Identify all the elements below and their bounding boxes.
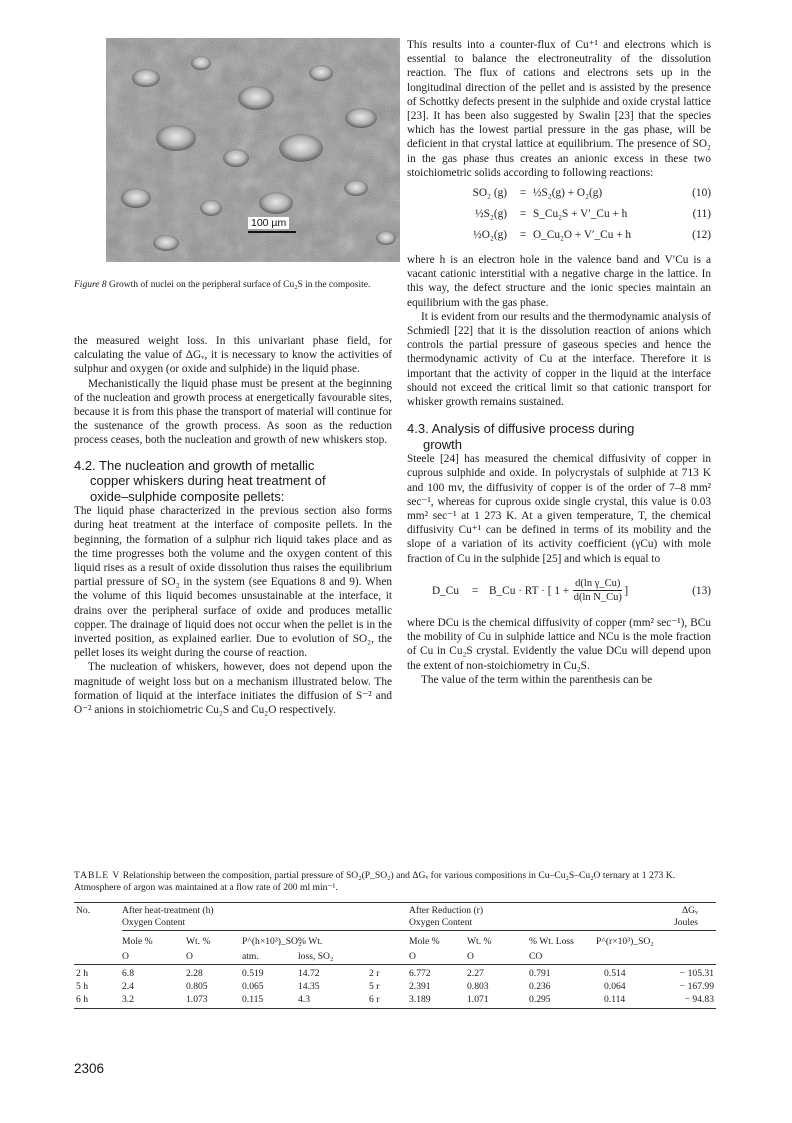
subheader2-co: CO bbox=[529, 951, 543, 962]
table-row-2-loss-r: 0.236 bbox=[529, 981, 551, 992]
right-paragraph-4: Steele [24] has measured the chemical diffusivity of copper in cuprous sulphide and oxide. In polycrystals of sulphide at 713 K and 100 mv, the diffusivity of copper is of the order of 7–8 mm² sec⁻¹, whereas for cuprous oxide single crystal, this value is 0.03 mm² sec⁻¹ at 1 273 K. At a given temperature, T, the chemical diffusivity Cu⁺¹ can be defined in terms of its mobility and the slope of a variation of its activity coefficient (γCu) with mole fraction of Cu in the sulphide [25] and which is equal to bbox=[407, 453, 711, 565]
subheader-p-h: P^(h×10³)_SO₂ bbox=[242, 936, 302, 947]
table-row-1-loss-r: 0.791 bbox=[529, 968, 551, 979]
equation-10: SO₂ (g) = ½S₂(g) + O₂(g) (10) bbox=[472, 187, 711, 200]
subheader2-mole-r: O bbox=[409, 951, 416, 962]
heading-4-2-line1: 4.2. The nucleation and growth of metallic bbox=[74, 457, 315, 473]
table-row-2-mole-r: 2.391 bbox=[409, 981, 431, 992]
table-row-3-wt-r: 1.071 bbox=[467, 994, 489, 1005]
table-rule-top bbox=[74, 902, 716, 903]
micrograph-figure bbox=[106, 38, 400, 262]
subheader2-wt-r: O bbox=[467, 951, 474, 962]
left-paragraph-2: Mechanistically the liquid phase must be present at the beginning of the nucleation and growth process at energetically favourable sites, because it is from this phase the transport of material will continue for the sustenance of the growth process. As soon as the reduction process ceases, both the nucleation and growth of new whiskers stop. bbox=[74, 377, 392, 447]
header-no: No. bbox=[76, 905, 91, 916]
left-paragraph-4: The nucleation of whiskers, however, does not depend upon the magnitude of weight loss but on a mechanism illustrated below. The formation of liquid at the interface initiates the diffusion of S⁻² and O⁻² anions in stoichiometric Cu₂S and Cu₂O respectively. bbox=[74, 661, 392, 716]
table-row-3-loss: 4.3 bbox=[298, 994, 310, 1005]
heading-4-3-line1: 4.3. Analysis of diffusive process during bbox=[407, 421, 635, 437]
subheader-mole-r: Mole % bbox=[409, 936, 440, 947]
section-heading-4-3 bbox=[407, 421, 711, 452]
table-row-3-loss-r: 0.295 bbox=[529, 994, 551, 1005]
subheader2-wt: O bbox=[186, 951, 193, 962]
table-row-1-loss: 14.72 bbox=[298, 968, 320, 979]
table-row-2-p-r: 0.064 bbox=[604, 981, 626, 992]
table-row-2-wt: 0.805 bbox=[186, 981, 208, 992]
equation-12: ½O₂(g) = O_Cu₂O + V′_Cu + h (12) bbox=[473, 229, 711, 242]
table-row-3-r: 6 r bbox=[369, 994, 380, 1005]
right-paragraph-5: where DCu is the chemical diffusivity of copper (mm² sec⁻¹), BCu the mobility of Cu in sulphide lattice and NCu is the mole fraction of Cu in Cu₂S crystal. Evidently the value DCu will depend upon the extent of non-stoichiometry in Cu₂S. bbox=[407, 616, 711, 672]
table-row-1-wt-r: 2.27 bbox=[467, 968, 484, 979]
subheader2-atm: atm. bbox=[242, 951, 259, 962]
heading-4-2-line2: copper whiskers during heat treatment of bbox=[90, 473, 326, 489]
table-row-1-h: 2 h bbox=[76, 968, 88, 979]
table-row-1-wt: 2.28 bbox=[186, 968, 203, 979]
right-column bbox=[407, 38, 711, 687]
table-caption bbox=[74, 870, 716, 894]
table-row-1-mole: 6.8 bbox=[122, 968, 134, 979]
left-column bbox=[74, 334, 392, 717]
figure-caption-label: Figure 8 bbox=[74, 280, 107, 290]
figure-caption bbox=[74, 279, 392, 291]
scale-bar-label: 100 µm bbox=[248, 217, 289, 229]
subheader-wt-loss-r: % Wt. Loss bbox=[529, 936, 574, 947]
table-row-2-dg: − 167.99 bbox=[679, 981, 714, 992]
table-row-2-mole: 2.4 bbox=[122, 981, 134, 992]
header-delta-g: ΔGᵥ bbox=[682, 905, 698, 916]
table-row-2-r: 5 r bbox=[369, 981, 380, 992]
table-row-3-p: 0.115 bbox=[242, 994, 264, 1005]
table-rule-mid bbox=[122, 930, 716, 931]
table-row-1-mole-r: 6.772 bbox=[409, 968, 431, 979]
subheader-wt-r: Wt. % bbox=[467, 936, 492, 947]
table-caption-label: TABLE V bbox=[74, 870, 121, 881]
table-row-3-dg: − 94.83 bbox=[684, 994, 714, 1005]
table-rule-bottom bbox=[74, 1008, 716, 1009]
table-rule-header-bottom bbox=[74, 964, 716, 965]
table-row-3-p-r: 0.114 bbox=[604, 994, 626, 1005]
table-row-2-p: 0.065 bbox=[242, 981, 264, 992]
heading-4-3-line2: growth bbox=[423, 436, 463, 452]
subheader2-loss-so2: loss, SO₂ bbox=[298, 951, 334, 962]
header-joules: Joules bbox=[674, 917, 698, 928]
equation-11: ½S₂(g) = S_Cu₂S + V′_Cu + h (11) bbox=[475, 208, 711, 221]
subheader-wt-loss: % Wt. bbox=[298, 936, 323, 947]
right-paragraph-6: The value of the term within the parenthesis can be bbox=[421, 673, 653, 686]
right-paragraph-2: where h is an electron hole in the valence band and V′Cu is a vacant cationic interstitial with a negative charge in the lattice. In this way, the defect structure and the ionic species maintain an equilibrium with the gas phase. bbox=[407, 254, 711, 309]
subheader2-mole: O bbox=[122, 951, 129, 962]
header-after-reduction: After Reduction (r) bbox=[409, 905, 484, 916]
table-row-2-h: 5 h bbox=[76, 981, 88, 992]
equation-13: D_Cu = B_Cu · RT · [ 1 + $\frac{\text{d(ln γ\_Cu)}}{\text{d(ln N\_Cu)}}$ ] (13) bbox=[432, 578, 711, 604]
table-row-3-mole-r: 3.189 bbox=[409, 994, 431, 1005]
subheader-mole: Mole % bbox=[122, 936, 153, 947]
table-row-2-loss: 14.35 bbox=[298, 981, 320, 992]
subheader-p-r: P^(r×10³)_SO₂ bbox=[596, 936, 654, 947]
table-row-3-wt: 1.073 bbox=[186, 994, 208, 1005]
table-row-1-p: 0.519 bbox=[242, 968, 264, 979]
table-row-2-wt-r: 0.803 bbox=[467, 981, 489, 992]
table-v bbox=[74, 870, 716, 1042]
figure-caption-text: Growth of nuclei on the peripheral surface of Cu₂S in the composite. bbox=[109, 280, 371, 290]
table-caption-text: Relationship between the composition, partial pressure of SO₂(P_SO₂) and ΔGᵥ for various compositions in Cu–Cu₂S–Cu₂O ternary at 1 273 K. Atmosphere of argon was maintained at a flow rate of 200 ml min⁻¹. bbox=[74, 870, 676, 893]
equation-13-fraction: $\frac{\text{d(ln γ\_Cu)}}{\text{d(ln N\_Cu)}}$ bbox=[573, 578, 622, 604]
left-paragraph-3: The liquid phase characterized in the previous section also forms during heat treatment at the interface of composite pellets. In the beginning, the formation of a sulphur rich liquid takes place and as the time progresses both the volume and the oxygen content of this liquid rises as a result of oxide dissolution thus raises the equilibrium partial pressure of SO₂ in the system (see Equations 8 and 9). When the volume of this liquid becomes unsustainable at the interface, it drains over the peripheral surface of oxide and produces metallic copper. The drainage of liquid does not occur when the pellet is in the inverted position, as explained earlier. Due to evolution of SO₂, the pellet loses its weight during the course of reaction. bbox=[74, 505, 392, 660]
header-oxygen-content-1: Oxygen Content bbox=[122, 917, 186, 928]
subheader-wt: Wt. % bbox=[186, 936, 211, 947]
table-grid bbox=[74, 902, 716, 1042]
right-paragraph-1: This results into a counter-flux of Cu⁺¹ and electrons which is essential to balance the electroneutrality of the dissolution reaction. The flux of cations and electrons sets up in the longitudinal direction of the pellet and is assisted by the presence of Schottky defects present in the sulphide and oxide crystal lattice [23]. It has been also suggested by Swalin [23] that the species which has the lowest partial pressure in the gas phase, will be deficient in that crystal lattice at equilibrium. The presence of SO₂ in the gas phase thus creates an anionic excess in these two stoichiometric solids according to following reactions: bbox=[407, 39, 711, 179]
left-paragraph-1: the measured weight loss. In this univariant phase field, for calculating the value of ΔGᵥ, it is necessary to know the activities of sulphur and oxygen (or oxide and sulphide) in the liquid phase. bbox=[74, 335, 392, 376]
table-row-1-p-r: 0.514 bbox=[604, 968, 626, 979]
section-heading-4-2 bbox=[74, 458, 392, 505]
table-row-3-h: 6 h bbox=[76, 994, 88, 1005]
table-row-1-dg: − 105.31 bbox=[679, 968, 714, 979]
page-number: 2306 bbox=[74, 1061, 105, 1076]
heading-4-2-line3: oxide–sulphide composite pellets: bbox=[90, 488, 285, 504]
equations-10-12 bbox=[407, 186, 711, 249]
table-row-3-mole: 3.2 bbox=[122, 994, 134, 1005]
table-row-1-r: 2 r bbox=[369, 968, 380, 979]
header-after-heat-treatment: After heat-treatment (h) bbox=[122, 905, 214, 916]
right-paragraph-3: It is evident from our results and the thermodynamic analysis of Schmiedl [22] that it is the dissolution reaction of anions which controls the partial pressure of gaseous species and hence the thermodynamic activity of Cu at the interface. Therefore it is important that the activity of copper in the liquid at the interface should not exceed the critical limit so that cationic transport for whisker growth remains sustained. bbox=[407, 310, 711, 409]
header-oxygen-content-2: Oxygen Content bbox=[409, 917, 473, 928]
